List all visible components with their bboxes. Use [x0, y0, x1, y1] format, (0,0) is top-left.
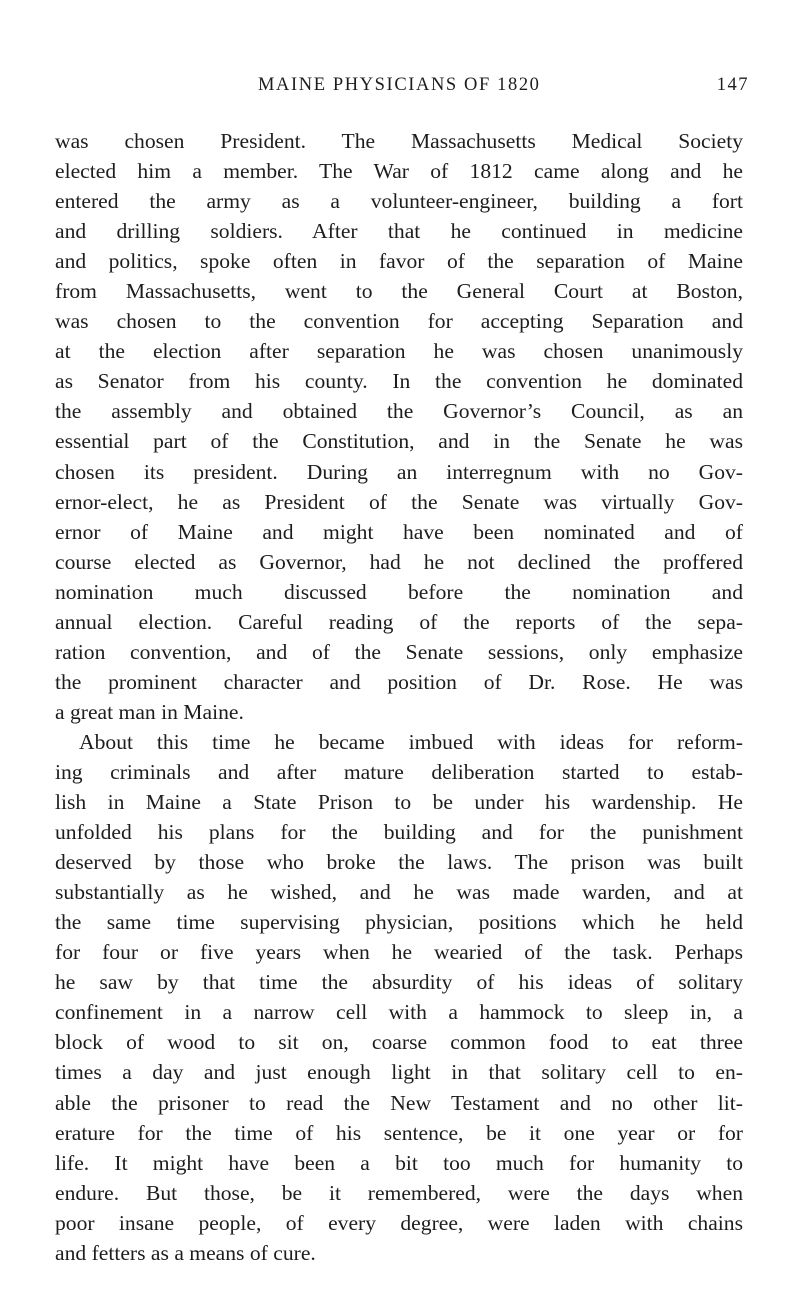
paragraph-end-line: and fetters as a means of cure.	[55, 1240, 316, 1265]
text-line: was chosen President. The Massachusetts Medical Society	[55, 129, 743, 153]
body-text	[55, 126, 743, 1268]
text-line: as Senator from his county. In the convention he dominated	[55, 369, 743, 394]
text-line: elected him a member. The War of 1812 came along and he	[55, 159, 743, 184]
text-line: times a day and just enough light in that solitary cell to en-	[55, 1060, 743, 1085]
text-line: substantially as he wished, and he was made warden, and at	[55, 880, 743, 905]
text-line: life. It might have been a bit too much for humanity to	[55, 1150, 743, 1175]
text-line: was chosen to the convention for accepting Separation and	[55, 309, 743, 334]
paragraph-start-line: About this time he became imbued with ideas for reform-	[79, 729, 743, 754]
text-line: block of wood to sit on, coarse common food to eat three	[55, 1030, 743, 1055]
text-line: deserved by those who broke the laws. The prison was built	[55, 850, 743, 875]
text-line: for four or five years when he wearied of the task. Perhaps	[55, 940, 743, 965]
text-line: from Massachusetts, went to the General Court at Boston,	[55, 279, 743, 304]
text-line: entered the army as a volunteer-engineer, building a fort	[55, 189, 743, 214]
running-title: MAINE PHYSICIANS OF 1820	[258, 75, 541, 95]
text-line: ernor-elect, he as President of the Senate was virtually Gov-	[55, 489, 743, 514]
text-line: poor insane people, of every degree, were laden with chains	[55, 1210, 743, 1235]
text-line: nomination much discussed before the nomination and	[55, 579, 743, 604]
text-line: unfolded his plans for the building and for the punishment	[55, 820, 743, 845]
text-line: endure. But those, be it remembered, were the days when	[55, 1180, 743, 1205]
text-line: annual election. Careful reading of the reports of the sepa-	[55, 609, 743, 634]
text-line: lish in Maine a State Prison to be under his wardenship. He	[55, 790, 743, 815]
text-line: course elected as Governor, had he not declined the proffered	[55, 549, 743, 574]
text-line: ration convention, and of the Senate sessions, only emphasize	[55, 639, 743, 664]
text-line: able the prisoner to read the New Testament and no other lit-	[55, 1090, 743, 1115]
page-number: 147	[716, 75, 749, 95]
paragraph-end-line: a great man in Maine.	[55, 699, 244, 724]
text-line: confinement in a narrow cell with a hammock to sleep in, a	[55, 1000, 743, 1025]
text-line: and politics, spoke often in favor of the separation of Maine	[55, 249, 743, 274]
text-line: chosen its president. During an interregnum with no Gov-	[55, 459, 743, 484]
text-line: erature for the time of his sentence, be it one year or for	[55, 1120, 743, 1145]
text-line: he saw by that time the absurdity of his ideas of solitary	[55, 970, 743, 995]
text-line: and drilling soldiers. After that he continued in medicine	[55, 219, 743, 244]
text-line: ing criminals and after mature deliberation started to estab-	[55, 759, 743, 784]
text-line: essential part of the Constitution, and in the Senate he was	[55, 429, 743, 454]
text-line: ernor of Maine and might have been nominated and of	[55, 519, 743, 544]
text-line: the same time supervising physician, positions which he held	[55, 910, 743, 935]
text-line: the prominent character and position of Dr. Rose. He was	[55, 669, 743, 694]
text-line: the assembly and obtained the Governor’s Council, as an	[55, 399, 743, 424]
running-head	[0, 70, 801, 100]
text-line: at the election after separation he was chosen unanimously	[55, 339, 743, 364]
